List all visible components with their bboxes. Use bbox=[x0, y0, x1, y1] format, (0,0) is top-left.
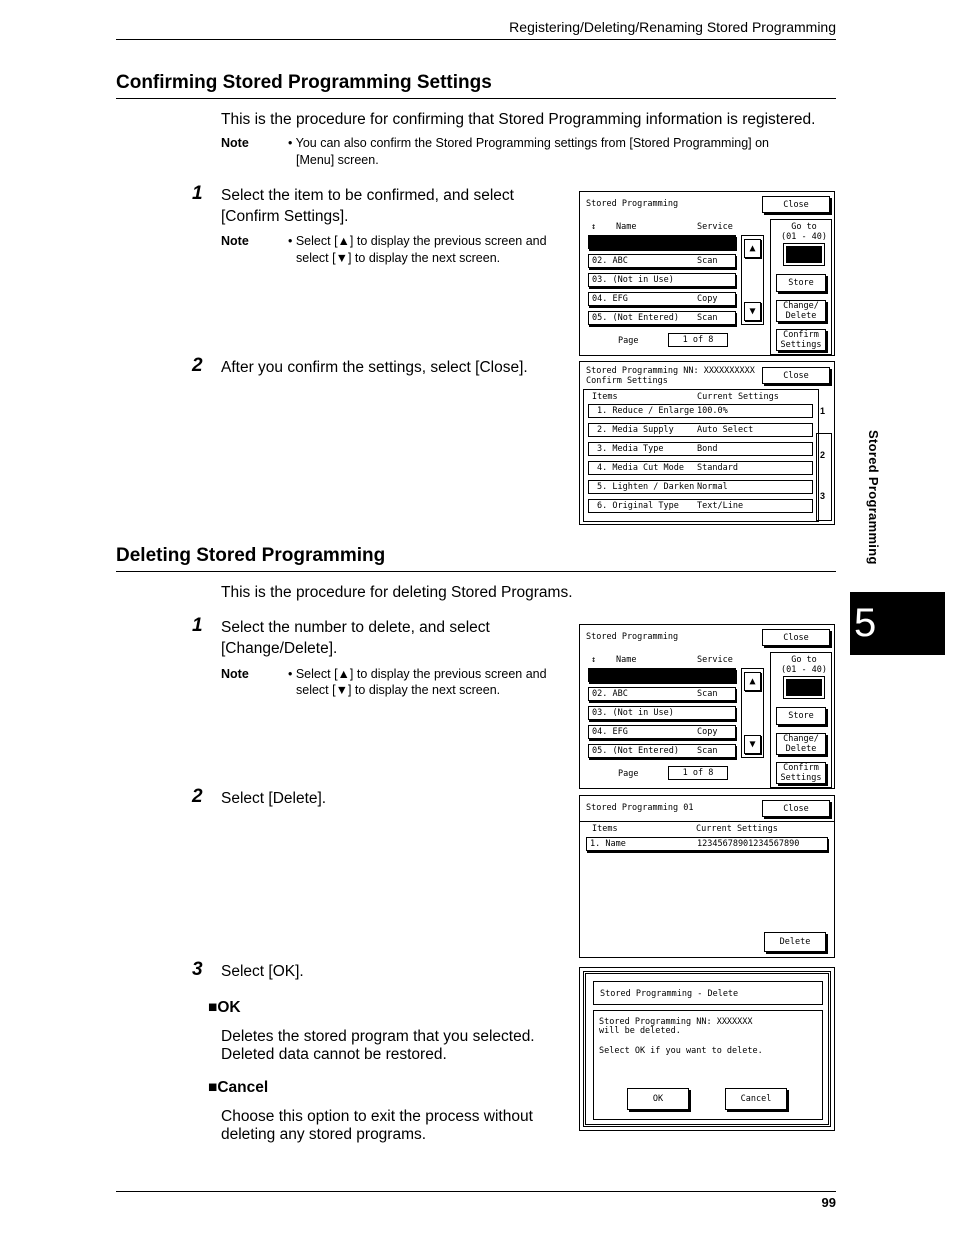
cancel-description: Choose this option to exit the process without bbox=[221, 1108, 533, 1125]
setting-row: 6. Original Type Text/Line bbox=[588, 499, 813, 513]
program-row[interactable]: 05. (Not Entered) Scan bbox=[588, 744, 736, 758]
cancel-button[interactable]: Cancel bbox=[725, 1088, 787, 1110]
step-number: 2 bbox=[192, 786, 203, 807]
footer-rule bbox=[116, 1191, 836, 1192]
delete-button[interactable]: Delete bbox=[764, 932, 826, 952]
column-header-current-settings: Current Settings bbox=[696, 824, 778, 834]
section-intro: This is the procedure for deleting Stored Programs. bbox=[221, 584, 573, 601]
note-text: • You can also confirm the Stored Programming settings from [Stored Programming] on bbox=[288, 136, 769, 150]
section-title-confirming: Confirming Stored Programming Settings bbox=[116, 72, 492, 93]
side-section-label: Stored Programming bbox=[866, 430, 881, 565]
screen-title: Stored Programming NN: XXXXXXXXXX Confirm Settings bbox=[586, 366, 755, 386]
chapter-tab: 5 bbox=[850, 592, 945, 655]
setting-row: 1. Reduce / Enlarge 100.0% bbox=[588, 404, 813, 418]
note-label: Note bbox=[221, 234, 249, 248]
screen-title: Stored Programming bbox=[586, 632, 679, 642]
sort-icon: ↕ bbox=[591, 655, 597, 665]
step-number: 3 bbox=[192, 959, 203, 980]
confirm-settings-button[interactable]: Confirm Settings bbox=[776, 329, 826, 351]
store-button[interactable]: Store bbox=[776, 707, 826, 725]
scroll-up-button[interactable]: ▲ bbox=[744, 672, 761, 691]
close-button[interactable]: Close bbox=[762, 800, 830, 817]
note-text: select [▼] to display the next screen. bbox=[296, 683, 501, 697]
page-indicator: 1 of 8 bbox=[668, 766, 728, 780]
cancel-heading: ■Cancel bbox=[208, 1079, 269, 1096]
screen-title: Stored Programming bbox=[586, 199, 679, 209]
column-header-items: Items bbox=[592, 824, 618, 834]
program-row[interactable]: 03. (Not in Use) bbox=[588, 706, 736, 720]
note-text: • Select [▲] to display the previous screen and bbox=[288, 667, 547, 681]
stored-programming-detail-screen bbox=[579, 795, 835, 958]
sort-icon: ↕ bbox=[591, 222, 597, 232]
setting-row: 2. Media Supply Auto Select bbox=[588, 423, 813, 437]
page-tab-3[interactable]: 3 bbox=[820, 491, 826, 501]
close-button[interactable]: Close bbox=[762, 629, 830, 646]
goto-number-field[interactable] bbox=[786, 246, 822, 263]
dialog-title: Stored Programming - Delete bbox=[600, 989, 739, 999]
program-row-selected[interactable] bbox=[588, 235, 736, 249]
section-rule bbox=[116, 571, 836, 572]
step-number: 2 bbox=[192, 355, 203, 376]
header-rule bbox=[116, 39, 836, 40]
note-text: [Menu] screen. bbox=[296, 153, 379, 167]
scroll-column bbox=[741, 668, 764, 758]
scroll-down-button[interactable]: ▼ bbox=[744, 735, 761, 754]
scroll-column bbox=[741, 235, 764, 325]
page-tab-strip bbox=[816, 433, 832, 521]
note-text: • Select [▲] to display the previous screen and bbox=[288, 234, 547, 248]
step-text: Select [Delete]. bbox=[221, 790, 327, 807]
goto-label: Go to (01 - 40) bbox=[780, 655, 828, 675]
dialog-message: Stored Programming NN: XXXXXXX bbox=[599, 1017, 753, 1027]
setting-row: 4. Media Cut Mode Standard bbox=[588, 461, 813, 475]
step-text: Select [OK]. bbox=[221, 963, 304, 980]
program-row-selected[interactable] bbox=[588, 668, 736, 682]
page-tab-2[interactable]: 2 bbox=[820, 450, 826, 460]
note-label: Note bbox=[221, 136, 249, 150]
column-header-items: Items bbox=[592, 392, 618, 402]
column-header-name: Name bbox=[616, 222, 637, 232]
confirm-settings-button[interactable]: Confirm Settings bbox=[776, 762, 826, 784]
program-row[interactable]: 02. ABC Scan bbox=[588, 254, 736, 268]
scroll-up-button[interactable]: ▲ bbox=[744, 239, 761, 258]
stored-programming-list-screen bbox=[579, 624, 835, 789]
screen-title: Stored Programming 01 bbox=[586, 803, 694, 813]
ok-button[interactable]: OK bbox=[627, 1088, 689, 1110]
change-delete-button[interactable]: Change/ Delete bbox=[776, 300, 826, 322]
ok-description: Deleted data cannot be restored. bbox=[221, 1046, 447, 1063]
section-title-deleting: Deleting Stored Programming bbox=[116, 545, 386, 566]
program-row[interactable]: 05. (Not Entered) Scan bbox=[588, 311, 736, 325]
step-number: 1 bbox=[192, 615, 203, 636]
step-text: After you confirm the settings, select [Close]. bbox=[221, 359, 528, 376]
delete-confirmation-dialog bbox=[579, 967, 835, 1131]
setting-row: 5. Lighten / Darken Normal bbox=[588, 480, 813, 494]
change-delete-button[interactable]: Change/ Delete bbox=[776, 733, 826, 755]
program-row[interactable]: 03. (Not in Use) bbox=[588, 273, 736, 287]
close-button[interactable]: Close bbox=[762, 367, 830, 384]
step-text: Select the item to be confirmed, and select bbox=[221, 187, 514, 204]
step-text: Select the number to delete, and select bbox=[221, 619, 490, 636]
close-button[interactable]: Close bbox=[762, 196, 830, 213]
page-tab-1[interactable]: 1 bbox=[820, 406, 826, 416]
goto-number-field[interactable] bbox=[786, 679, 822, 696]
ok-heading: ■OK bbox=[208, 999, 241, 1016]
page-indicator: 1 of 8 bbox=[668, 333, 728, 347]
name-row: 1. Name 12345678901234567890 bbox=[586, 837, 828, 851]
note-text: select [▼] to display the next screen. bbox=[296, 251, 501, 265]
stored-programming-list-screen bbox=[579, 191, 835, 356]
store-button[interactable]: Store bbox=[776, 274, 826, 292]
column-header-service: Service bbox=[697, 222, 733, 232]
confirm-settings-screen bbox=[579, 361, 835, 525]
dialog-message: Select OK if you want to delete. bbox=[599, 1046, 763, 1056]
ok-description: Deletes the stored program that you selected. bbox=[221, 1028, 535, 1045]
setting-row: 3. Media Type Bond bbox=[588, 442, 813, 456]
section-intro: This is the procedure for confirming that Stored Programming information is registered. bbox=[221, 111, 816, 128]
program-row[interactable]: 02. ABC Scan bbox=[588, 687, 736, 701]
note-label: Note bbox=[221, 667, 249, 681]
program-row[interactable]: 04. EFG Copy bbox=[588, 725, 736, 739]
column-header-current-settings: Current Settings bbox=[697, 392, 779, 402]
step-text: [Change/Delete]. bbox=[221, 640, 338, 657]
column-header-name: Name bbox=[616, 655, 637, 665]
goto-label: Go to (01 - 40) bbox=[780, 222, 828, 242]
page-label: Page bbox=[618, 336, 639, 346]
cancel-description: deleting any stored programs. bbox=[221, 1126, 427, 1143]
column-header-service: Service bbox=[697, 655, 733, 665]
scroll-down-button[interactable]: ▼ bbox=[744, 302, 761, 321]
program-row[interactable]: 04. EFG Copy bbox=[588, 292, 736, 306]
page-number: 99 bbox=[821, 1195, 836, 1210]
running-header: Registering/Deleting/Renaming Stored Programming bbox=[509, 19, 836, 35]
screen-divider bbox=[580, 821, 834, 822]
step-number: 1 bbox=[192, 183, 203, 204]
dialog-message: will be deleted. bbox=[599, 1026, 681, 1036]
step-text: [Confirm Settings]. bbox=[221, 208, 349, 225]
section-rule bbox=[116, 98, 836, 99]
page-label: Page bbox=[618, 769, 639, 779]
